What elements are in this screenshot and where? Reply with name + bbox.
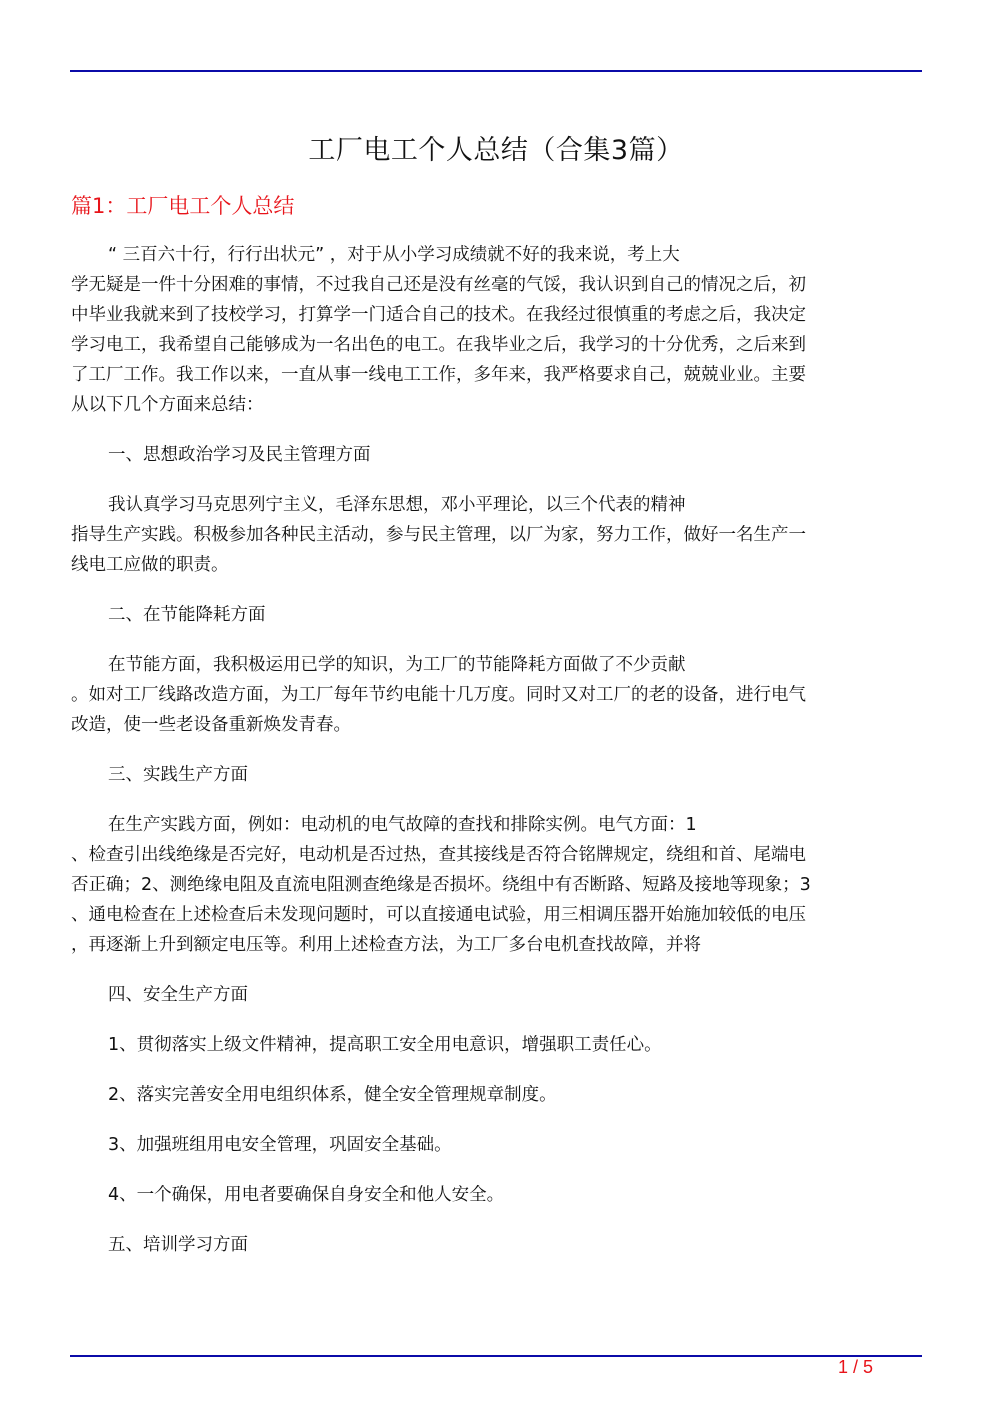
paragraph-1 bbox=[71, 490, 911, 580]
safety-item-1: 1、贯彻落实上级文件精神，提高职工安全用电意识，增强职工责任心。 bbox=[108, 1035, 662, 1055]
text-line: 。如对工厂线路改造方面，为工厂每年节约电能十几万度。同时又对工厂的老的设备，进行电气 bbox=[71, 685, 806, 705]
text-line: 从以下几个方面来总结： bbox=[71, 395, 264, 415]
section-heading: 篇1：工厂电工个人总结 bbox=[71, 194, 295, 218]
page-number: 1 / 5 bbox=[838, 1357, 874, 1377]
text-line: 否正确；2、测绝缘电阻及直流电阻测查绝缘是否损坏。绕组中有否断路、短路及接地等现象；3 bbox=[71, 875, 811, 895]
text-line: 在生产实践方面，例如：电动机的电气故障的查找和排除实例。电气方面：1 bbox=[108, 815, 697, 835]
text-line: ，再逐渐上升到额定电压等。利用上述检查方法，为工厂多台电机查找故障，并将 bbox=[71, 935, 701, 955]
safety-item-3: 3、加强班组用电安全管理，巩固安全基础。 bbox=[108, 1135, 452, 1155]
subheading-3: 三、实践生产方面 bbox=[108, 765, 248, 785]
subheading-1: 一、思想政治学习及民主管理方面 bbox=[108, 445, 371, 465]
text-line: 我认真学习马克思列宁主义，毛泽东思想，邓小平理论，以三个代表的精神 bbox=[108, 495, 686, 515]
header-rule bbox=[70, 70, 922, 72]
text-line: 、检查引出线绝缘是否完好，电动机是否过热，查其接线是否符合铭牌规定，绕组和首、尾端电 bbox=[71, 845, 806, 865]
text-line: 指导生产实践。积极参加各种民主活动，参与民主管理，以厂为家，努力工作，做好一名生产一 bbox=[71, 525, 806, 545]
text-line: 改造，使一些老设备重新焕发青春。 bbox=[71, 715, 351, 735]
text-line: “ 三百六十行，行行出状元” ，对于从小学习成绩就不好的我来说，考上大 bbox=[108, 245, 680, 265]
text-line: 学无疑是一件十分困难的事情，不过我自己还是没有丝毫的气馁，我认识到自己的情况之后，初 bbox=[71, 275, 806, 295]
text-line: 线电工应做的职责。 bbox=[71, 555, 229, 575]
paragraph-3 bbox=[71, 810, 911, 960]
text-line: 、通电检查在上述检查后未发现问题时，可以直接通电试验，用三相调压器开始施加较低的电压 bbox=[71, 905, 806, 925]
paragraph-2 bbox=[71, 650, 911, 740]
text-line: 学习电工，我希望自己能够成为一名出色的电工。在我毕业之后，我学习的十分优秀，之后来到 bbox=[71, 335, 806, 355]
safety-item-2: 2、落实完善安全用电组织体系，健全安全管理规章制度。 bbox=[108, 1085, 557, 1105]
document-body bbox=[71, 240, 911, 1260]
safety-item-4: 4、一个确保，用电者要确保自身安全和他人安全。 bbox=[108, 1185, 505, 1205]
text-line: 了工厂工作。我工作以来，一直从事一线电工工作，多年来，我严格要求自己，兢兢业业。主要 bbox=[71, 365, 806, 385]
text-line: 中毕业我就来到了技校学习，打算学一门适合自己的技术。在我经过很慎重的考虑之后，我决定 bbox=[71, 305, 806, 325]
footer-rule bbox=[70, 1355, 922, 1357]
intro-paragraph bbox=[71, 240, 911, 420]
document-title: 工厂电工个人总结（合集3篇） bbox=[308, 135, 684, 166]
subheading-2: 二、在节能降耗方面 bbox=[108, 605, 266, 625]
text-line: 在节能方面，我积极运用已学的知识，为工厂的节能降耗方面做了不少贡献 bbox=[108, 655, 686, 675]
subheading-5: 五、培训学习方面 bbox=[108, 1235, 248, 1255]
subheading-4: 四、安全生产方面 bbox=[108, 985, 248, 1005]
